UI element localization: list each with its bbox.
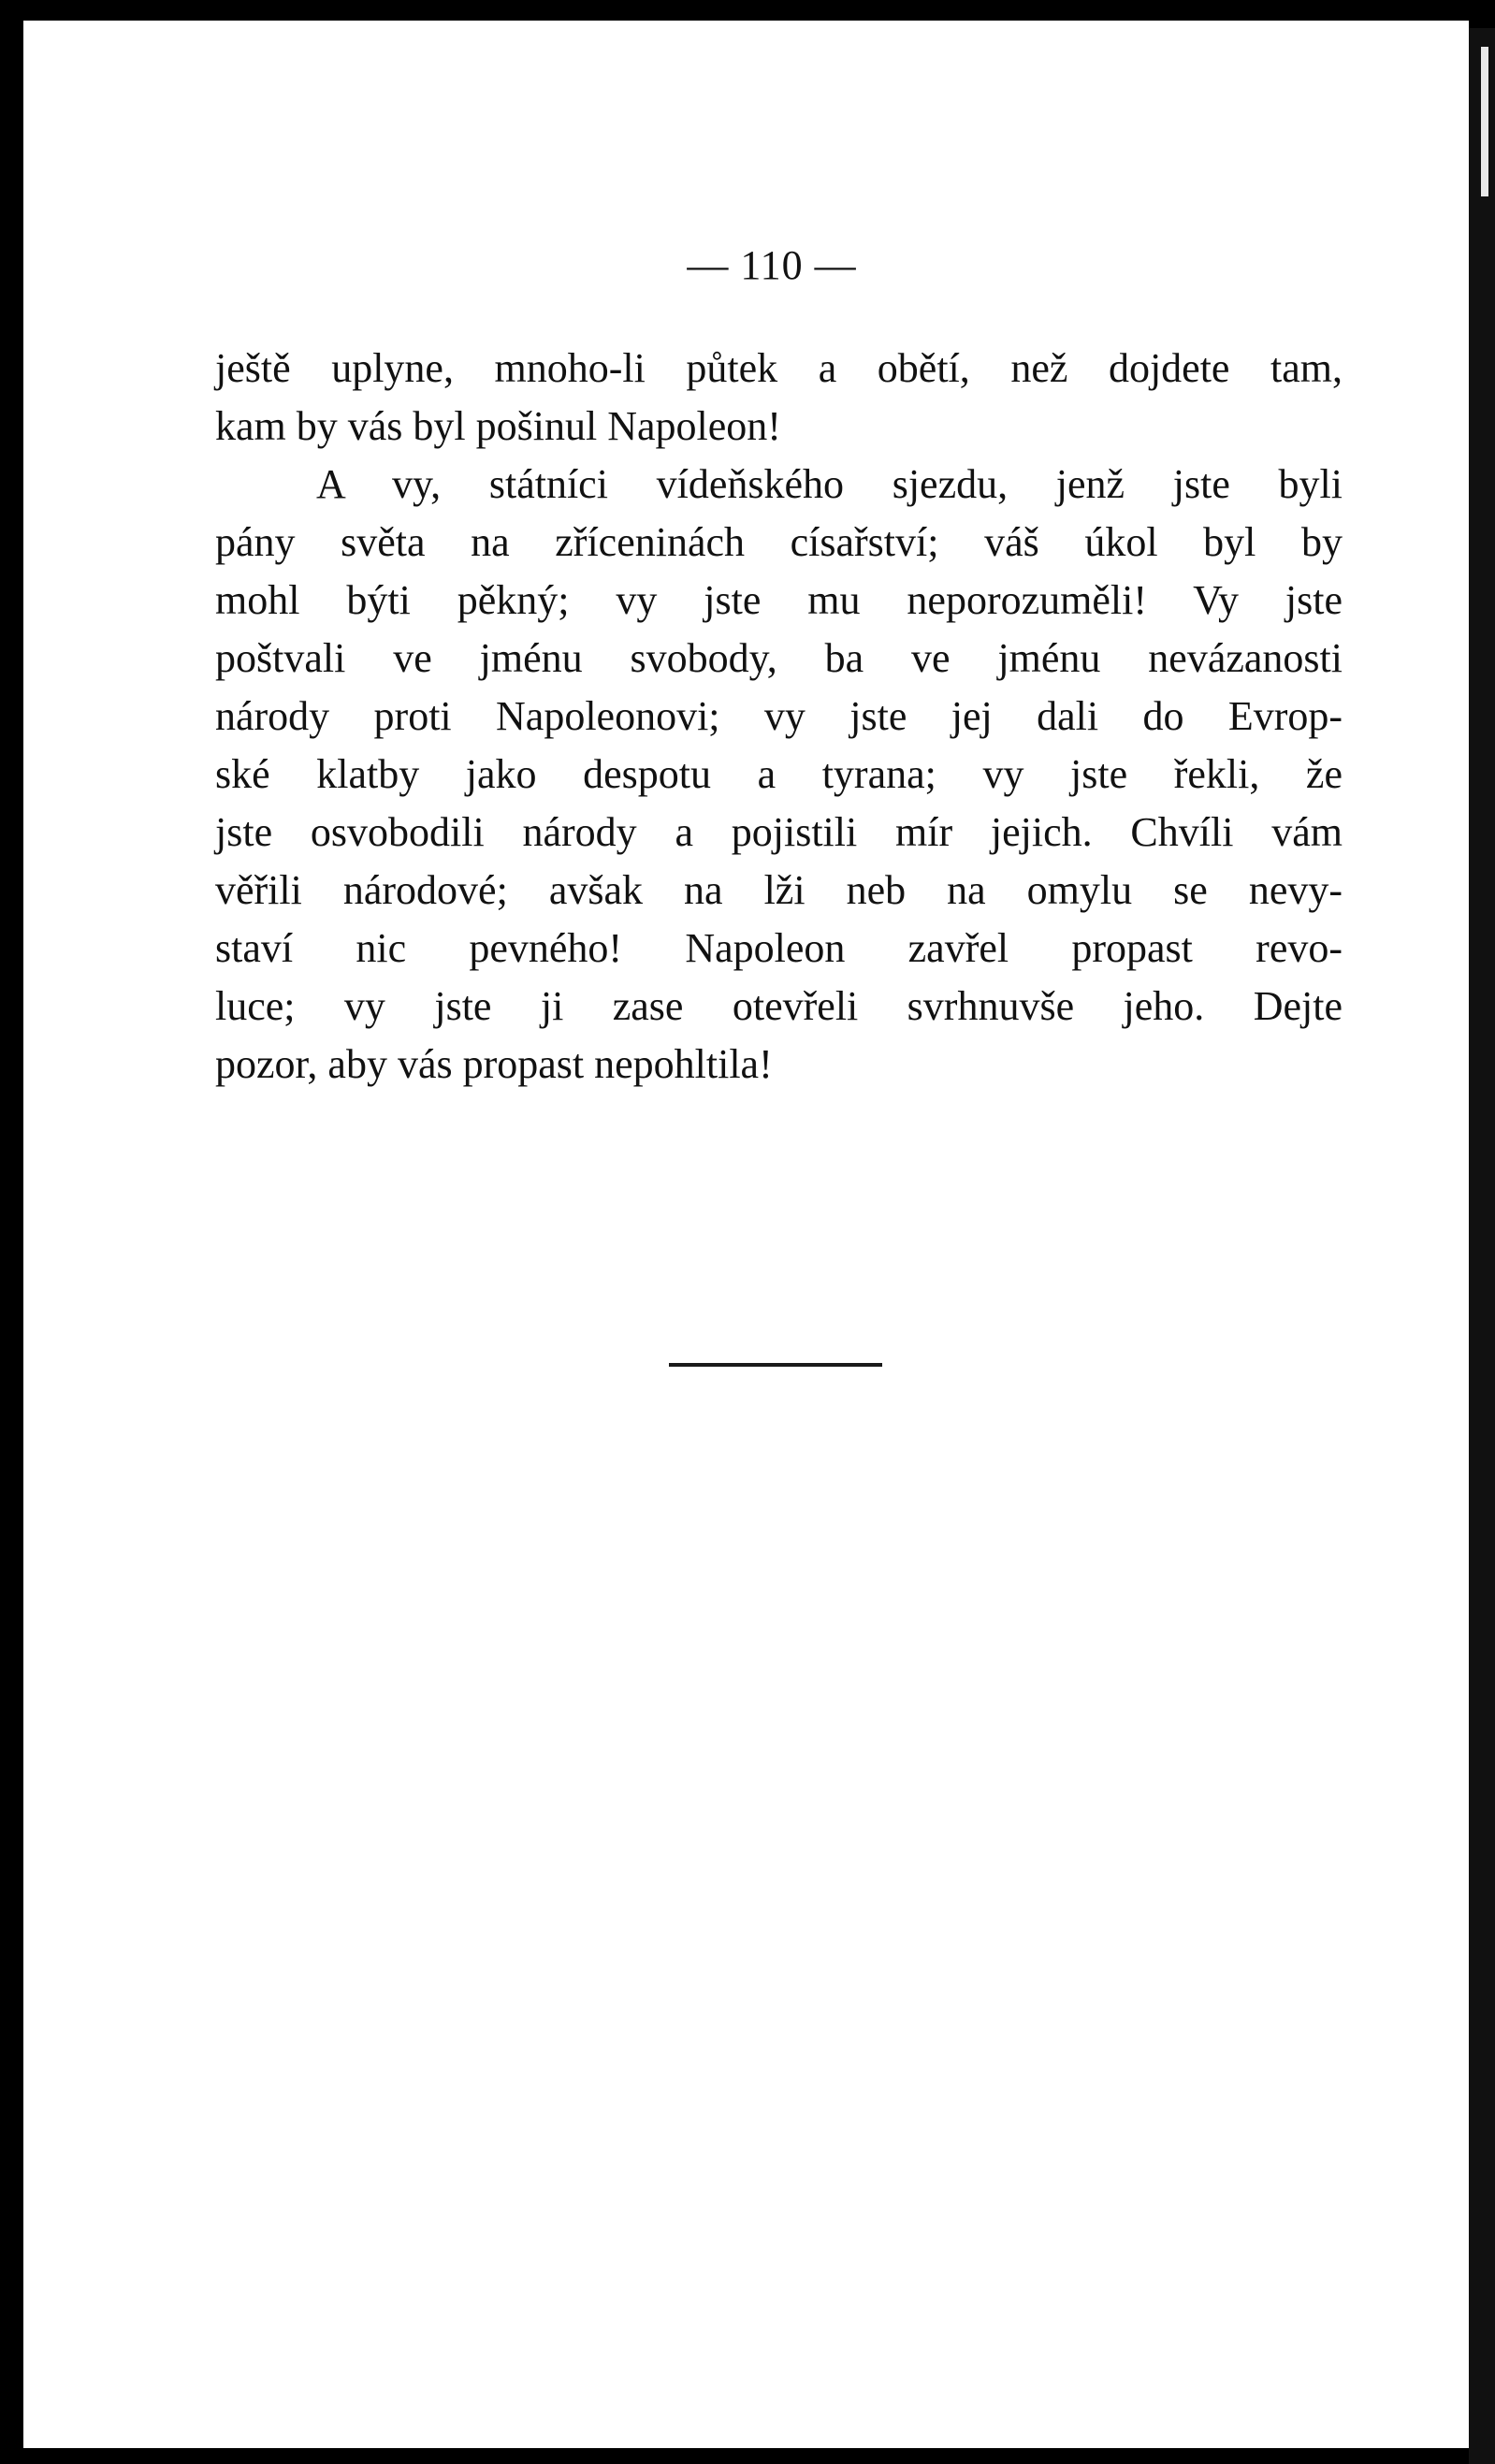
text-line: věřili národové; avšak na lži neb na omylu se nevy- xyxy=(215,867,1343,913)
paragraph-first-line: A vy, státníci vídeňského sjezdu, jenž jste byli xyxy=(316,461,1343,507)
text-line: ještě uplyne, mnoho-li půtek a obětí, než dojdete tam, xyxy=(215,345,1343,391)
page-edge xyxy=(1469,28,1495,2464)
end-rule xyxy=(669,1363,882,1367)
text-line: ské klatby jako despotu a tyrana; vy jste řekli, že xyxy=(215,751,1343,797)
text-line: pozor, aby vás propast nepohltila! xyxy=(215,1041,773,1087)
page-number: — 110 — xyxy=(687,242,857,288)
text-line: mohl býti pěkný; vy jste mu neporozuměli! Vy jste xyxy=(215,577,1343,623)
text-line: luce; vy jste ji zase otevřeli svrhnuvše jeho. Dejte xyxy=(215,983,1343,1029)
text-line: staví nic pevného! Napoleon zavřel propast revo- xyxy=(215,925,1343,971)
text-line: kam by vás byl pošinul Napoleon! xyxy=(215,403,781,449)
text-line: pány světa na zříceninách císařství; váš úkol byl by xyxy=(215,519,1343,565)
text-line: národy proti Napoleonovi; vy jste jej dali do Evrop- xyxy=(215,693,1343,739)
page-edge-mark xyxy=(1481,47,1488,196)
text-line: jste osvobodili národy a pojistili mír jejich. Chvíli vám xyxy=(215,809,1343,855)
page-body-text xyxy=(215,340,1343,1094)
text-line: poštvali ve jménu svobody, ba ve jménu nevázanosti xyxy=(215,635,1343,681)
